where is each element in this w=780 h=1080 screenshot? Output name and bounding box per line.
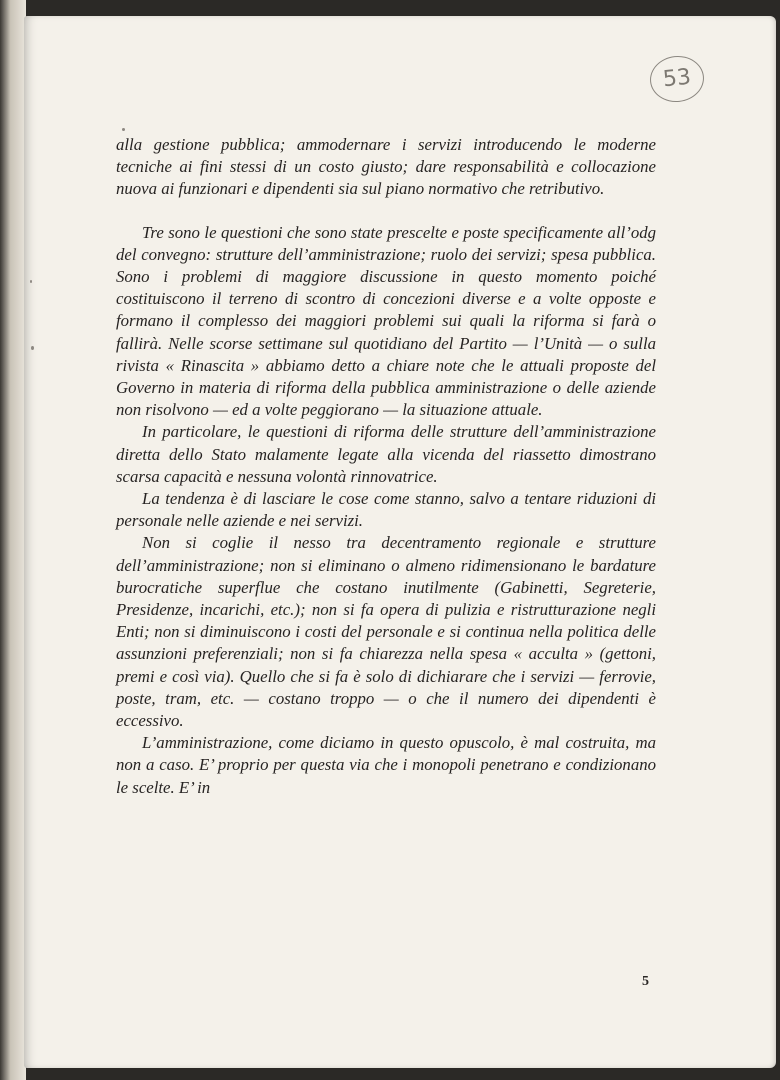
ink-speck [122,128,125,131]
binding-edge [0,0,26,1080]
paragraph: La tendenza è di lasciare le cose come stanno, salvo a tentare riduzioni di personale nelle aziende e nei servizi. [116,489,656,531]
paragraph: Non si coglie il nesso tra decentramento regionale e strutture dell’amministrazione; non si eliminano o almeno ridimensionano le bardature burocratiche superflue che costano inutilmente (Gabinetti, Segreterie, Presidenze, incarichi, etc.); non si fa opera di pulizia e ristrutturazione negli Enti; non si diminuiscono i costi del personale e si continua nella politica delle assunzioni preferenziali; non si fa chiarezza nella spesa « acculta » (gettoni, premi e così via). Quello che si fa è solo di dichiarare che i servizi — ferrovie, poste, tram, etc. — costano troppo — o che il numero dei dipendenti è eccessivo. [116,533,656,731]
ink-speck [30,280,32,283]
page-number: 5 [642,974,649,989]
paragraph: L’amministrazione, come diciamo in questo opuscolo, è mal costruita, ma non a caso. E’ proprio per questa via che i monopoli penetrano e condizionano le scelte. E’ in [116,733,656,797]
ink-speck [31,346,34,350]
paragraph: In particolare, le questioni di riforma delle strutture dell’amministrazione diretta dello Stato malamente legate alla vicenda del riassetto dimostrano scarsa capacità e nessuna volontà rinnovatrice. [116,422,656,486]
body-text [116,134,656,799]
handwritten-folio-number: 53 [648,53,707,104]
document-page [24,16,776,1068]
paragraph: Tre sono le questioni che sono state prescelte e poste specificamente all’odg del convegno: strutture dell’amministrazione; ruolo dei servizi; spesa pubblica. Sono i problemi di maggiore discussione in questo momento poiché costituiscono il terreno di scontro di concezioni diverse e a volte opposte e formano il complesso dei maggiori problemi sui quali la riforma si farà o fallirà. Nelle scorse settimane sul quotidiano del Partito — l’Unità — o sulla rivista « Rinascita » abbiamo detto a chiare note che le attuali proposte del Governo in materia di riforma della pubblica amministrazione o delle aziende non risolvono — ed a volte peggiorano — la situazione attuale. [116,222,656,420]
paragraph: alla gestione pubblica; ammodernare i servizi introducendo le moderne tecniche ai fini stessi di un costo giusto; dare responsabilità e collocazione nuova ai funzionari e dipendenti sia sul piano normativo che retributivo. [116,135,656,199]
